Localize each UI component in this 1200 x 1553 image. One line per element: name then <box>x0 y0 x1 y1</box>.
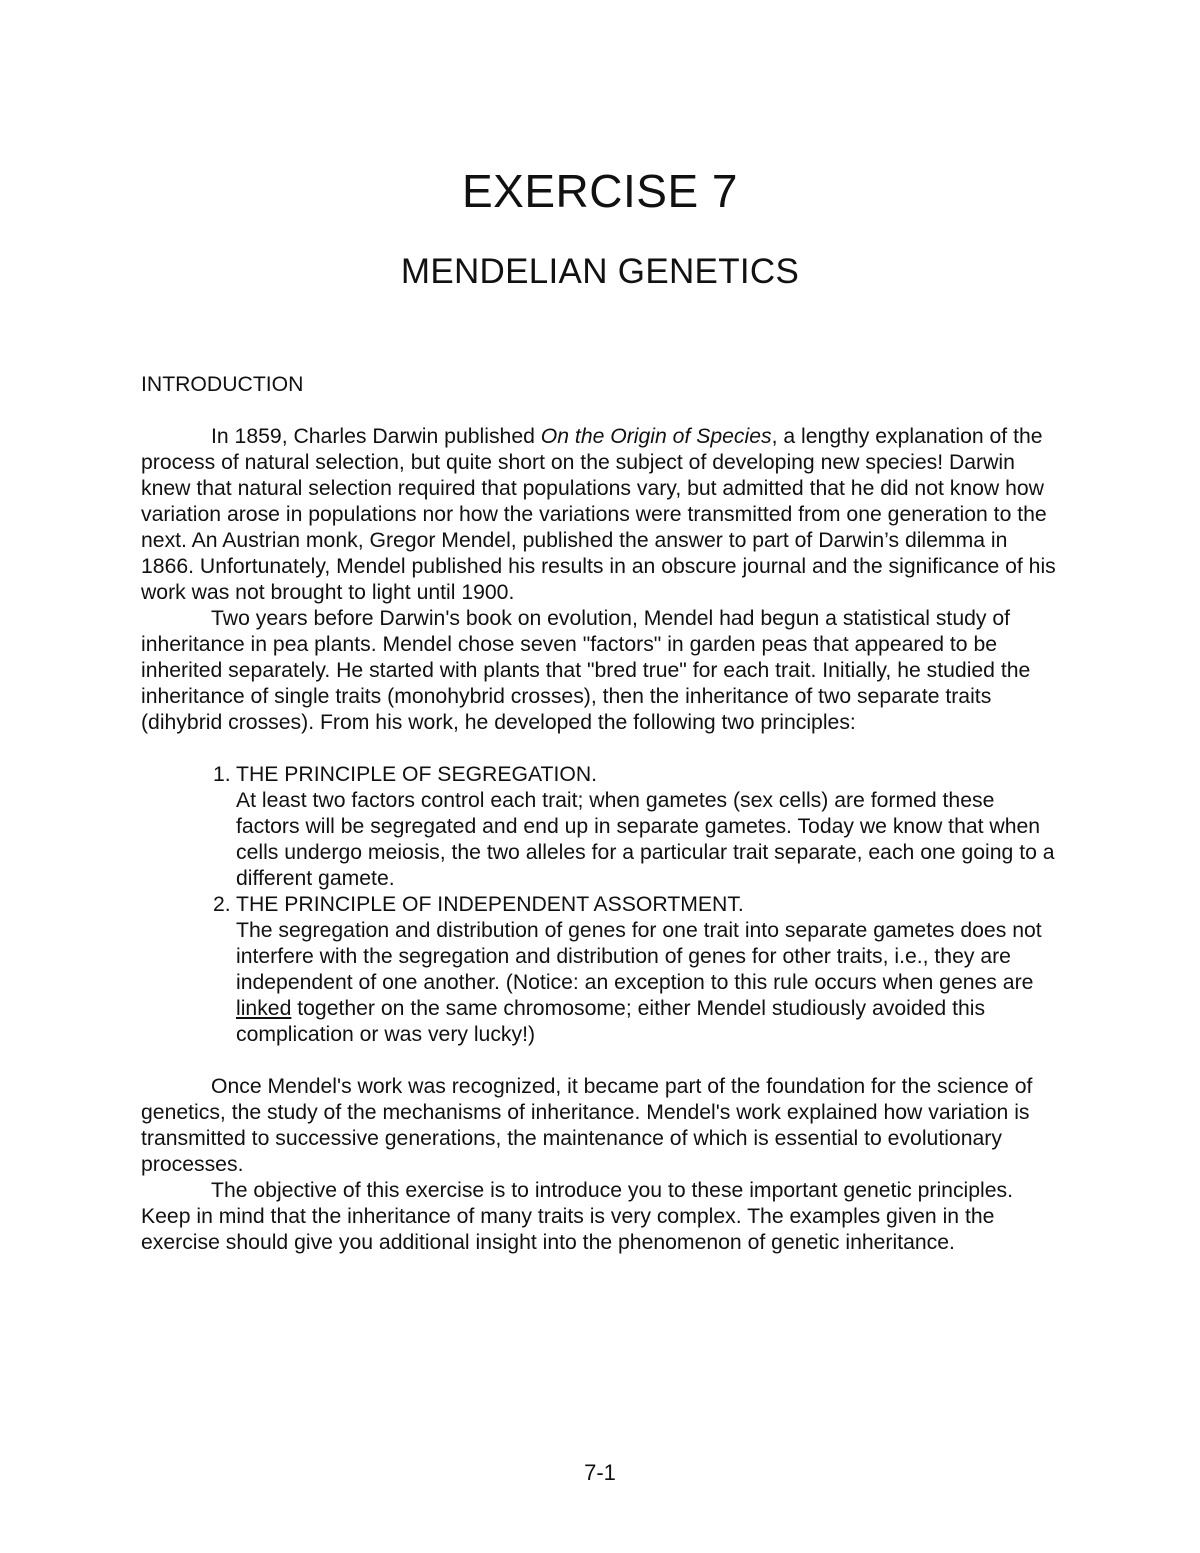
book-title: On the Origin of Species <box>540 425 772 448</box>
intro-paragraph-2: Two years before Darwin's book on evolution, Mendel had begun a statistical study of inheritance in pea plants. Mendel chose seven "factors" in garden peas that appeared to be inherited separately. He started with plants that "bred true" for each trait. Initially, he studied the inheritance of single traits (monohybrid crosses), then the inheritance of two separate traits (dihybrid crosses). From his work, he developed the following two principles: <box>141 607 1031 734</box>
principle-heading: THE PRINCIPLE OF INDEPENDENT ASSORTMENT. <box>236 893 744 916</box>
principle-text-start: The segregation and distribution of genes for one trait into separate gametes does not interfere with the segregation and distribution of genes for other traits, i.e., they are independent of one another. (Notice: an exception to this rule occurs when genes are <box>236 919 1042 994</box>
principle-item-segregation <box>213 762 1061 892</box>
section-heading: INTRODUCTION <box>141 373 304 396</box>
principle-item-independent-assortment <box>213 892 1061 1048</box>
principle-text: At least two factors control each trait; when gametes (sex cells) are formed these factors will be segregated and end up in separate gametes. Today we know that when cells undergo meiosis, the two alleles for a particular trait separate, each one going to a different gamete. <box>236 789 1055 890</box>
document-body <box>141 372 1061 1256</box>
page-number: 7-1 <box>584 1460 616 1485</box>
principle-number: 2. <box>213 893 231 916</box>
conclusion-paragraph-2: The objective of this exercise is to introduce you to these important genetic principles. Keep in mind that the inheritance of many traits is very complex. The examples given in the exercise should give you additional insight into the phenomenon of genetic inheritance. <box>141 1179 1014 1254</box>
exercise-title: EXERCISE 7 <box>462 165 738 217</box>
underlined-term-linked: linked <box>236 997 292 1020</box>
exercise-subtitle: MENDELIAN GENETICS <box>400 252 800 291</box>
principle-heading: THE PRINCIPLE OF SEGREGATION. <box>236 763 598 786</box>
principles-list <box>141 762 1061 1048</box>
intro-paragraph-1 <box>141 424 1061 606</box>
principle-number: 1. <box>213 763 231 786</box>
intro-paragraph-1-start: In 1859, Charles Darwin published <box>211 425 541 448</box>
intro-paragraph-1-rest: , a lengthy explanation of the process of natural selection, but quite short on the subject of developing new species! Darwin knew that natural selection required that populations vary, but admitted that he did not know how variation arose in populations nor how the variations were transmitted from one generation to the next. An Austrian monk, Gregor Mendel, published the answer to part of Darwin’s dilemma in 1866. Unfortunately, Mendel published his results in an obscure journal and the significance of his work was not brought to light until 1900. <box>141 425 1056 604</box>
principle-text-end: together on the same chromosome; either Mendel studiously avoided this complication or was very lucky!) <box>236 997 986 1046</box>
principle-text <box>236 918 1061 1048</box>
conclusion-paragraph-1: Once Mendel's work was recognized, it became part of the foundation for the science of genetics, the study of the mechanisms of inheritance. Mendel's work explained how variation is transmitted to successive generations, the maintenance of which is essential to evolutionary processes. <box>141 1075 1033 1176</box>
